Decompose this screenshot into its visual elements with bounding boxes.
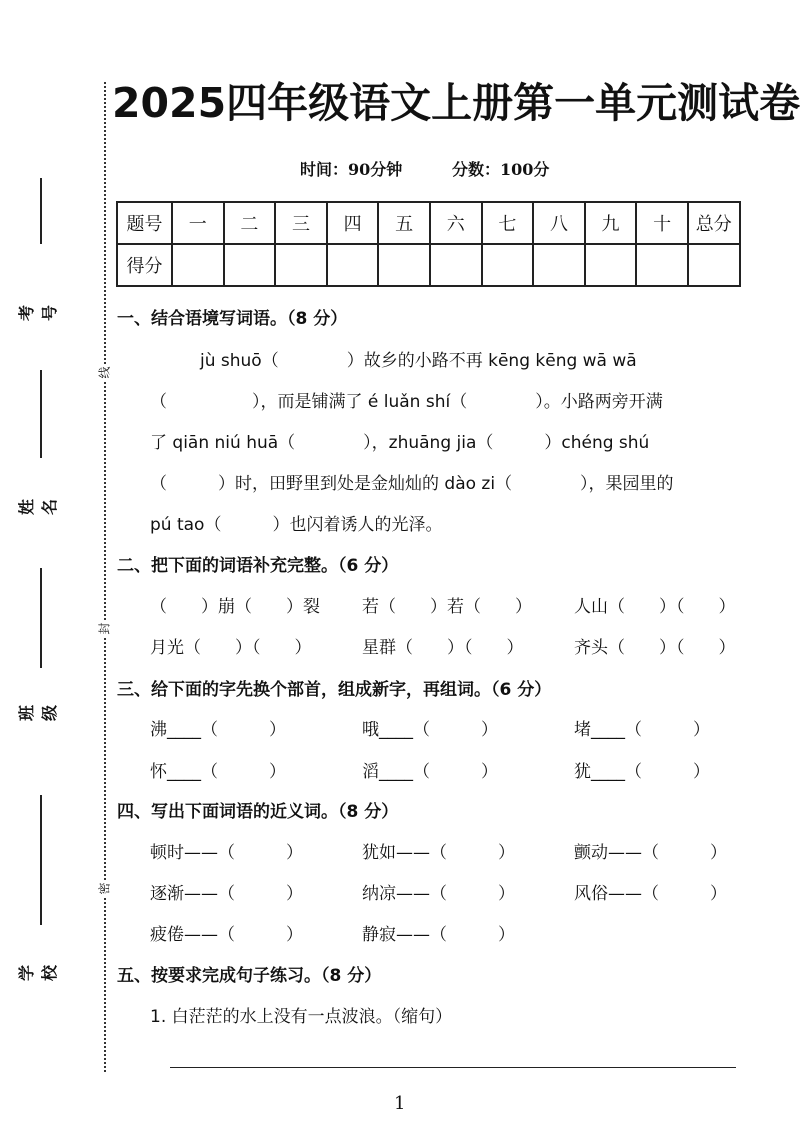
table-cell: 题号 xyxy=(117,202,172,244)
table-cell: 得分 xyxy=(117,244,172,286)
list-item: 逐渐——（ ） xyxy=(150,884,303,904)
list-item: 犹如——（ ） xyxy=(362,843,515,863)
list-item: 沸____（ ） xyxy=(150,720,286,740)
list-item: 若（ ）若（ ） xyxy=(362,597,532,617)
list-item: 风俗——（ ） xyxy=(574,884,727,904)
table-cell: 五 xyxy=(378,202,430,244)
school-line[interactable] xyxy=(40,795,42,925)
list-item: 怀____（ ） xyxy=(150,762,286,782)
list-item: 纳凉——（ ） xyxy=(362,884,515,904)
list-item: 顿时——（ ） xyxy=(150,843,303,863)
name-label: 姓名 xyxy=(17,499,59,516)
score-input-cell[interactable] xyxy=(482,244,534,286)
score-table-header-row xyxy=(117,202,740,244)
exam-number-label: 考号 xyxy=(17,305,59,322)
section-5-heading: 五、按要求完成句子练习。（8 分） xyxy=(117,966,382,986)
list-item: 疲倦——（ ） xyxy=(150,925,303,945)
section-1-heading: 一、结合语境写词语。（8 分） xyxy=(117,309,348,329)
table-cell: 总分 xyxy=(688,202,740,244)
table-cell: 二 xyxy=(224,202,276,244)
list-item: 齐头（ ）（ ） xyxy=(574,638,736,658)
list-item: 滔____（ ） xyxy=(362,762,498,782)
class-line[interactable] xyxy=(40,568,42,668)
section-3-heading: 三、给下面的字先换个部首，组成新字，再组词。（6 分） xyxy=(117,680,552,700)
fold-word-line: 线 xyxy=(97,366,112,379)
time-info: 时间：90分钟 xyxy=(300,160,403,179)
score-input-cell[interactable] xyxy=(533,244,585,286)
section-1-line: pú tao（ ）也闪着诱人的光泽。 xyxy=(150,515,443,535)
section-1-line: jù shuō（ ）故乡的小路不再 kēng kēng wā wā xyxy=(200,351,637,371)
list-item: 星群（ ）（ ） xyxy=(362,638,524,658)
score-input-cell[interactable] xyxy=(378,244,430,286)
section-4-heading: 四、写出下面词语的近义词。（8 分） xyxy=(117,802,399,822)
exam-number-line[interactable] xyxy=(40,178,42,244)
score-table-score-row xyxy=(117,244,740,286)
section-2-heading: 二、把下面的词语补充完整。（6 分） xyxy=(117,556,399,576)
section-1-line: （ ）时，田野里到处是金灿灿的 dào zi（ ），果园里的 xyxy=(150,474,674,494)
table-cell: 一 xyxy=(172,202,224,244)
fold-word-seal: 封 xyxy=(97,622,112,635)
list-item: （ ）崩（ ）裂 xyxy=(150,597,320,617)
score-input-cell[interactable] xyxy=(688,244,740,286)
page-number: 1 xyxy=(394,1093,406,1114)
section-5-question-1: 1. 白茫茫的水上没有一点波浪。（缩句） xyxy=(150,1007,453,1027)
score-input-cell[interactable] xyxy=(585,244,637,286)
table-cell: 十 xyxy=(636,202,688,244)
class-label: 班级 xyxy=(17,705,59,722)
list-item: 月光（ ）（ ） xyxy=(150,638,312,658)
list-item: 静寂——（ ） xyxy=(362,925,515,945)
table-cell: 六 xyxy=(430,202,482,244)
table-cell: 四 xyxy=(327,202,379,244)
score-input-cell[interactable] xyxy=(636,244,688,286)
score-input-cell[interactable] xyxy=(172,244,224,286)
score-input-cell[interactable] xyxy=(430,244,482,286)
school-label: 学校 xyxy=(17,965,59,982)
section-1-line: （ ），而是铺满了 é luǎn shí（ ）。小路两旁开满 xyxy=(150,392,663,412)
fold-line xyxy=(104,82,106,1072)
table-cell: 三 xyxy=(275,202,327,244)
score-input-cell[interactable] xyxy=(224,244,276,286)
list-item: 哦____（ ） xyxy=(362,720,498,740)
section-1-line: 了 qiān niú huā（ ），zhuāng jia（ ）chéng shú xyxy=(150,433,650,453)
name-line[interactable] xyxy=(40,370,42,458)
score-info: 分数：100分 xyxy=(452,160,550,179)
score-table xyxy=(116,201,741,287)
fold-word-secret: 密 xyxy=(97,882,112,895)
table-cell: 八 xyxy=(533,202,585,244)
list-item: 堵____（ ） xyxy=(574,720,710,740)
table-cell: 七 xyxy=(482,202,534,244)
score-input-cell[interactable] xyxy=(327,244,379,286)
list-item: 犹____（ ） xyxy=(574,762,710,782)
score-input-cell[interactable] xyxy=(275,244,327,286)
answer-line[interactable] xyxy=(170,1067,736,1068)
list-item: 颤动——（ ） xyxy=(574,843,727,863)
table-cell: 九 xyxy=(585,202,637,244)
page-title: 2025四年级语文上册第一单元测试卷 xyxy=(112,79,800,127)
list-item: 人山（ ）（ ） xyxy=(574,597,736,617)
